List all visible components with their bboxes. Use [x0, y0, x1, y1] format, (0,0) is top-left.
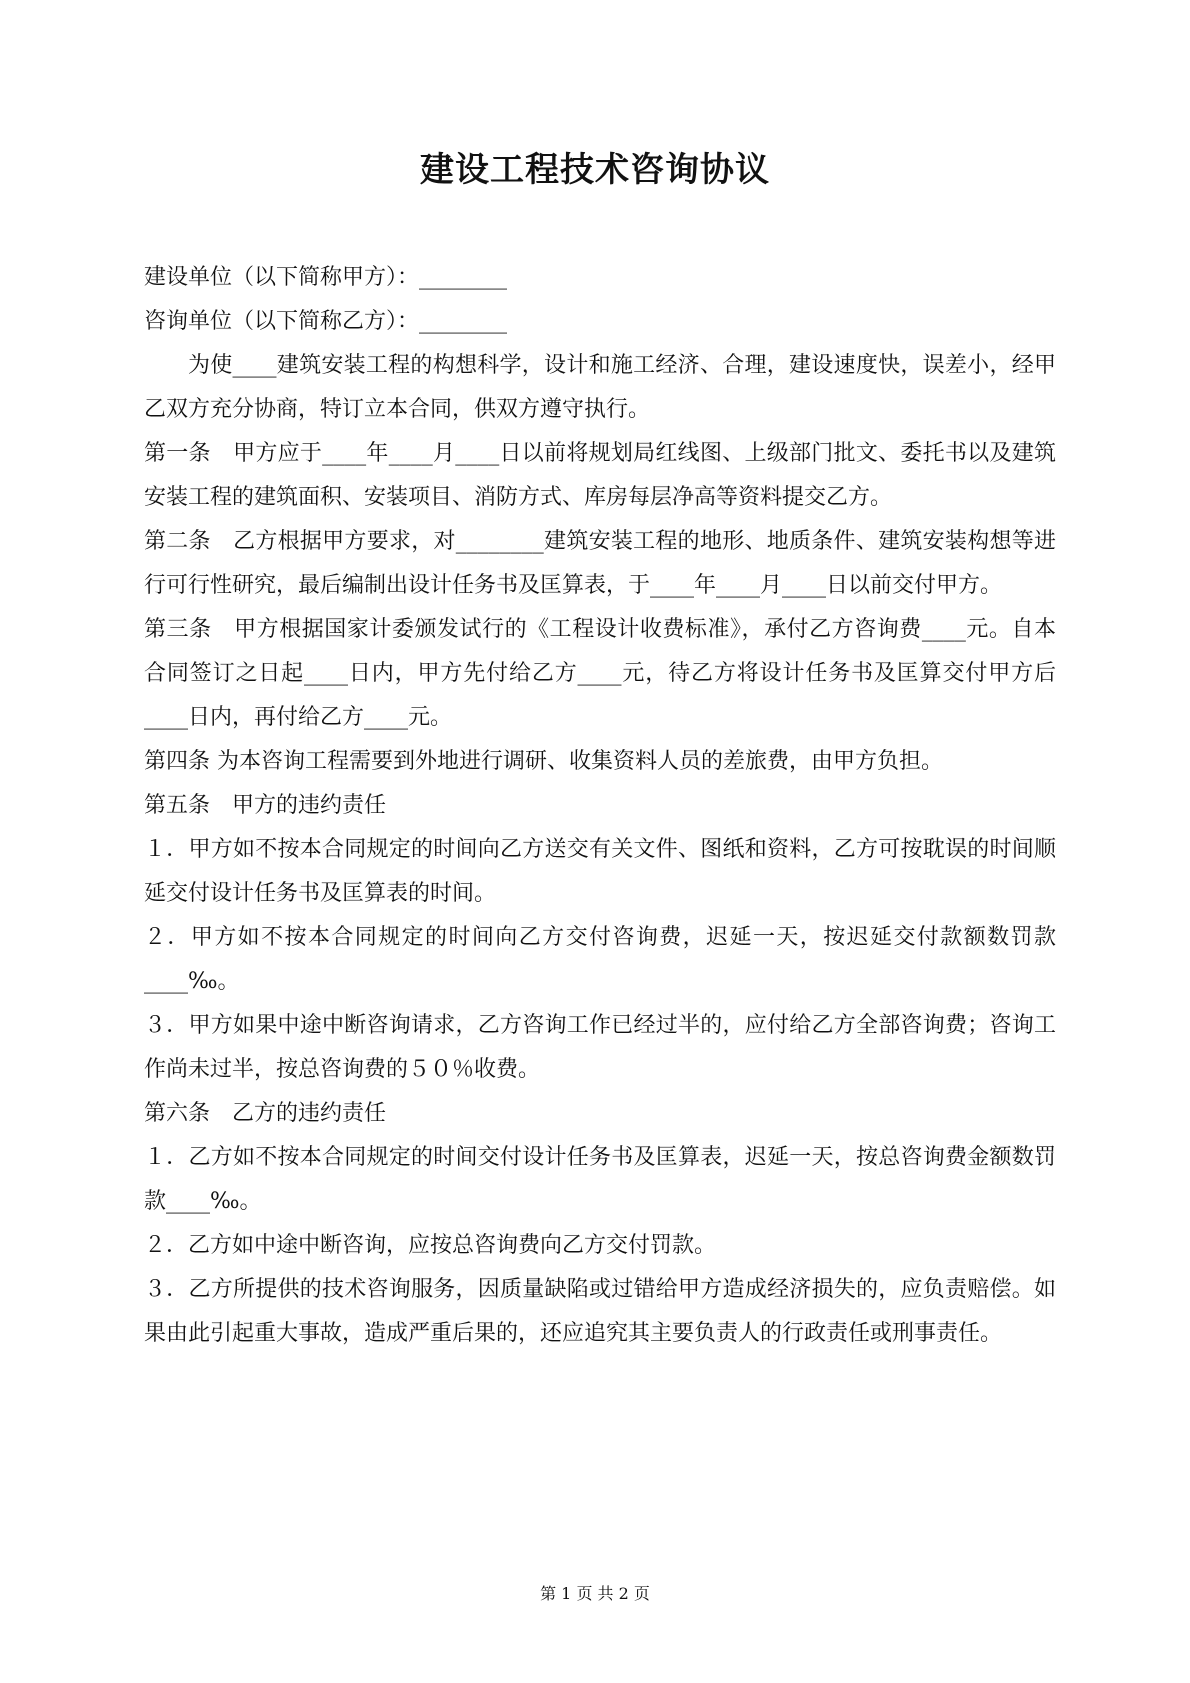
- article-5-item-1: １．甲方如不按本合同规定的时间向乙方送交有关文件、图纸和资料，乙方可按耽误的时间顺延交付设计任务书及匡算表的时间。: [144, 837, 1056, 906]
- article-6-item-2: ２．乙方如中途中断咨询，应按总咨询费向乙方交付罚款。: [144, 1233, 717, 1258]
- article-6-item-3: ３．乙方所提供的技术咨询服务，因质量缺陷或过错给甲方造成经济损失的，应负责赔偿。如果由此引起重大事故，造成严重后果的，还应追究其主要负责人的行政责任或刑事责任。: [144, 1277, 1056, 1346]
- article-2: 第二条 乙方根据甲方要求，对________建筑安装工程的地形、地质条件、建筑安装构想等进行可行性研究，最后编制出设计任务书及匡算表，于____年____月____日以前交付甲方。: [144, 529, 1056, 598]
- party-a-line: 建设单位（以下简称甲方）：________: [144, 265, 508, 290]
- party-b-line: 咨询单位（以下简称乙方）：________: [144, 309, 508, 334]
- article-5-item-2: ２．甲方如不按本合同规定的时间向乙方交付咨询费，迟延一天，按迟延交付款额数罚款____‰。: [144, 925, 1056, 994]
- document-title: 建设工程技术咨询协议: [420, 150, 770, 190]
- page-footer: 第 1 页 共 2 页: [540, 1584, 650, 1603]
- article-6-heading: 第六条 乙方的违约责任: [144, 1101, 387, 1126]
- article-5-item-3: ３．甲方如果中途中断咨询请求，乙方咨询工作已经过半的，应付给乙方全部咨询费；咨询工作尚未过半，按总咨询费的５０％收费。: [144, 1013, 1056, 1082]
- document-body: [144, 256, 1056, 1356]
- article-4: 第四条 为本咨询工程需要到外地进行调研、收集资料人员的差旅费，由甲方负担。: [144, 749, 943, 774]
- preamble-paragraph: 为使____建筑安装工程的构想科学，设计和施工经济、合理，建设速度快，误差小，经甲乙双方充分协商，特订立本合同，供双方遵守执行。: [144, 353, 1056, 422]
- article-1: 第一条 甲方应于____年____月____日以前将规划局红线图、上级部门批文、委托书以及建筑安装工程的建筑面积、安装项目、消防方式、库房每层净高等资料提交乙方。: [144, 441, 1056, 510]
- article-3: 第三条 甲方根据国家计委颁发试行的《工程设计收费标准》，承付乙方咨询费____元。自本合同签订之日起____日内，甲方先付给乙方____元，待乙方将设计任务书及匡算交付甲方后____日内，再付给乙方____元。: [144, 617, 1056, 730]
- article-6-item-1: １．乙方如不按本合同规定的时间交付设计任务书及匡算表，迟延一天，按总咨询费金额数罚款____‰。: [144, 1145, 1056, 1214]
- article-5-heading: 第五条 甲方的违约责任: [144, 793, 387, 818]
